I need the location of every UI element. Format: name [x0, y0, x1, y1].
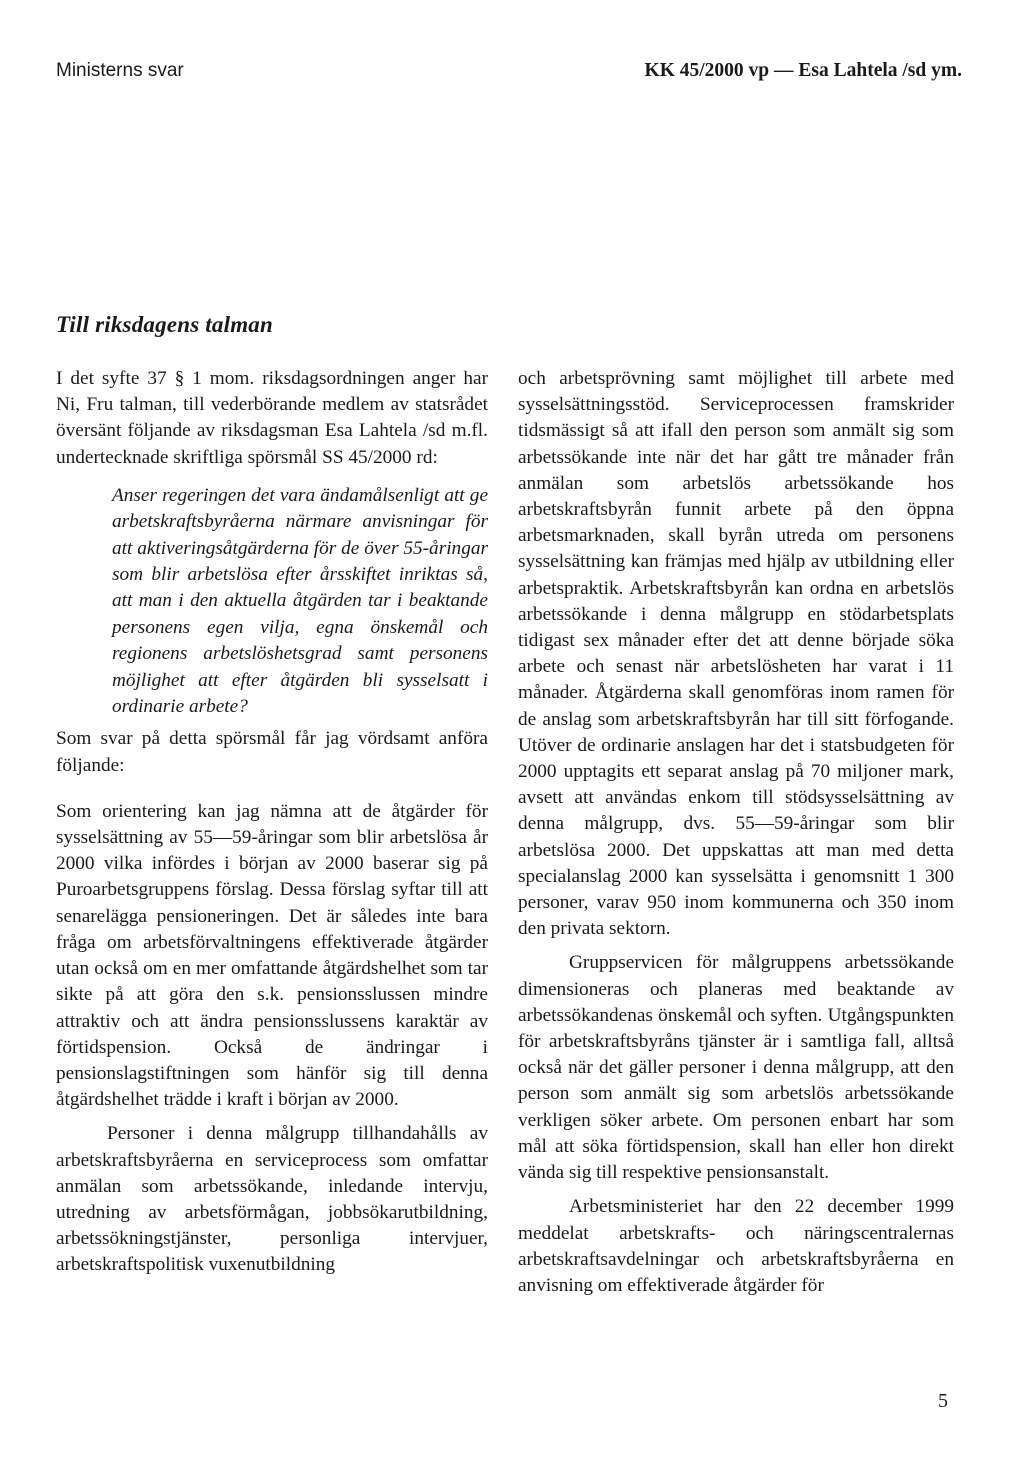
running-header-left: Ministerns svar — [56, 60, 184, 81]
body-paragraph: Personer i denna målgrupp tillhandahålls av arbetskraftsbyråerna en serviceprocess som omfattar anmälan som arbetssökande, inledande intervju, utredning av arbetsförmågan, jobbsökarutbildning, arbetssökningstjänster, personliga intervjuer, arbetskraftspolitisk vuxenutbildning — [56, 1123, 488, 1276]
right-column — [518, 366, 954, 1299]
page-number: 5 — [938, 1390, 948, 1412]
body-paragraph: Arbetsministeriet har den 22 december 1999 meddelat arbetskrafts- och näringscentralernas arbetskraftsavdelningar och arbetskraftsbyråerna en anvisning om effektiverade åtgärder för — [518, 1196, 954, 1296]
question-quote: Anser regeringen det vara ändamålsenligt att ge arbetskraftsbyråerna närmare anvisningar för att aktiveringsåtgärderna för de över 55-åringar som blir arbetslösa efter årsskiftet inriktas så, att man i den aktuella åtgärden tar i beaktande personens egen vilja, egna önskemål och regionens arbetslöshetsgrad samt personens möjlighet att efter åtgärden bli sysselsatt i ordinarie arbete? — [112, 484, 488, 718]
page-title: Till riksdagens talman — [56, 312, 273, 337]
body-paragraph: Gruppservicen för målgruppens arbetssökande dimensioneras och planeras med beaktande av arbetssökandenas önskemål och syften. Utgångspunkten för arbetskraftsbyråns tjänster är i samtliga fall, alltså också när det gäller personer i denna målgrupp, att den person som anmält sig som arbetslös arbetssökande verkligen söker arbete. Om personen enbart har som mål att söka förtidspension, skall han eller hon direkt vända sig till respektive pensionsanstalt. — [518, 952, 954, 1184]
body-paragraph: Som orientering kan jag nämna att de åtgärder för sysselsättning av 55—59-åringar som blir arbetslösa år 2000 vilka infördes i början av 2000 baserar sig på Puroarbetsgruppens förslag. Dessa förslag syftar till att senarelägga pensioneringen. Det är således inte bara fråga om arbetsförvaltningens effektiverade åtgärder utan också om en mer omfattande åtgärdshelhet som tar sikte på att göra den s.k. pensionsslussen mindre attraktiv och att ändra pensionsslussens karaktär av förtidspension. Också de ändringar i pensionslagstiftningen som hänför sig till denna åtgärdshelhet trädde i kraft i början av 2000. — [56, 800, 488, 1111]
left-column — [56, 366, 488, 1279]
running-header-right: KK 45/2000 vp — Esa Lahtela /sd ym. — [644, 60, 962, 81]
answer-intro-paragraph: Som svar på detta spörsmål får jag vördsamt anföra följande: — [56, 728, 488, 776]
body-paragraph: och arbetsprövning samt möjlighet till arbete med sysselsättningsstöd. Serviceprocessen framskrider tidsmässigt så att ifall den person som anmält sig som arbetssökande inte när det har gått tre månader från anmälan som arbetslös arbetssökande hos arbetskraftsbyrån funnit arbete på den öppna arbetsmarknaden, skall byrån utreda om personens sysselsättning kan främjas med hjälp av utbildning eller arbetspraktik. Arbetskraftsbyrån kan ordna en arbetslös arbetssökande i denna målgrupp en stödarbetsplats tidigast sex månader efter det att denne började söka arbete och senast när arbetslösheten har varat i 11 månader. Åtgärderna skall genomföras inom ramen för de anslag som arbetskraftsbyrån har till sitt förfogande. Utöver de ordinarie anslagen har det i statsbudgeten för 2000 upptagits ett separat anslag på 70 miljoner mark, avsett att användas enkom till stödsysselsättning av denna målgrupp, dvs. 55—59-åringar som blir arbetslösa 2000. Det uppskattas att man med detta specialanslag 2000 kan sysselsätta i genomsnitt 1 300 personer, varav 950 inom kommunerna och 350 inom den privata sektorn. — [518, 368, 954, 940]
intro-paragraph: I det syfte 37 § 1 mom. riksdagsordningen anger har Ni, Fru talman, till vederbörande medlem av statsrådet översänt följande av riksdagsman Esa Lahtela /sd m.fl. undertecknade skriftliga spörsmål SS 45/2000 rd: — [56, 368, 488, 468]
